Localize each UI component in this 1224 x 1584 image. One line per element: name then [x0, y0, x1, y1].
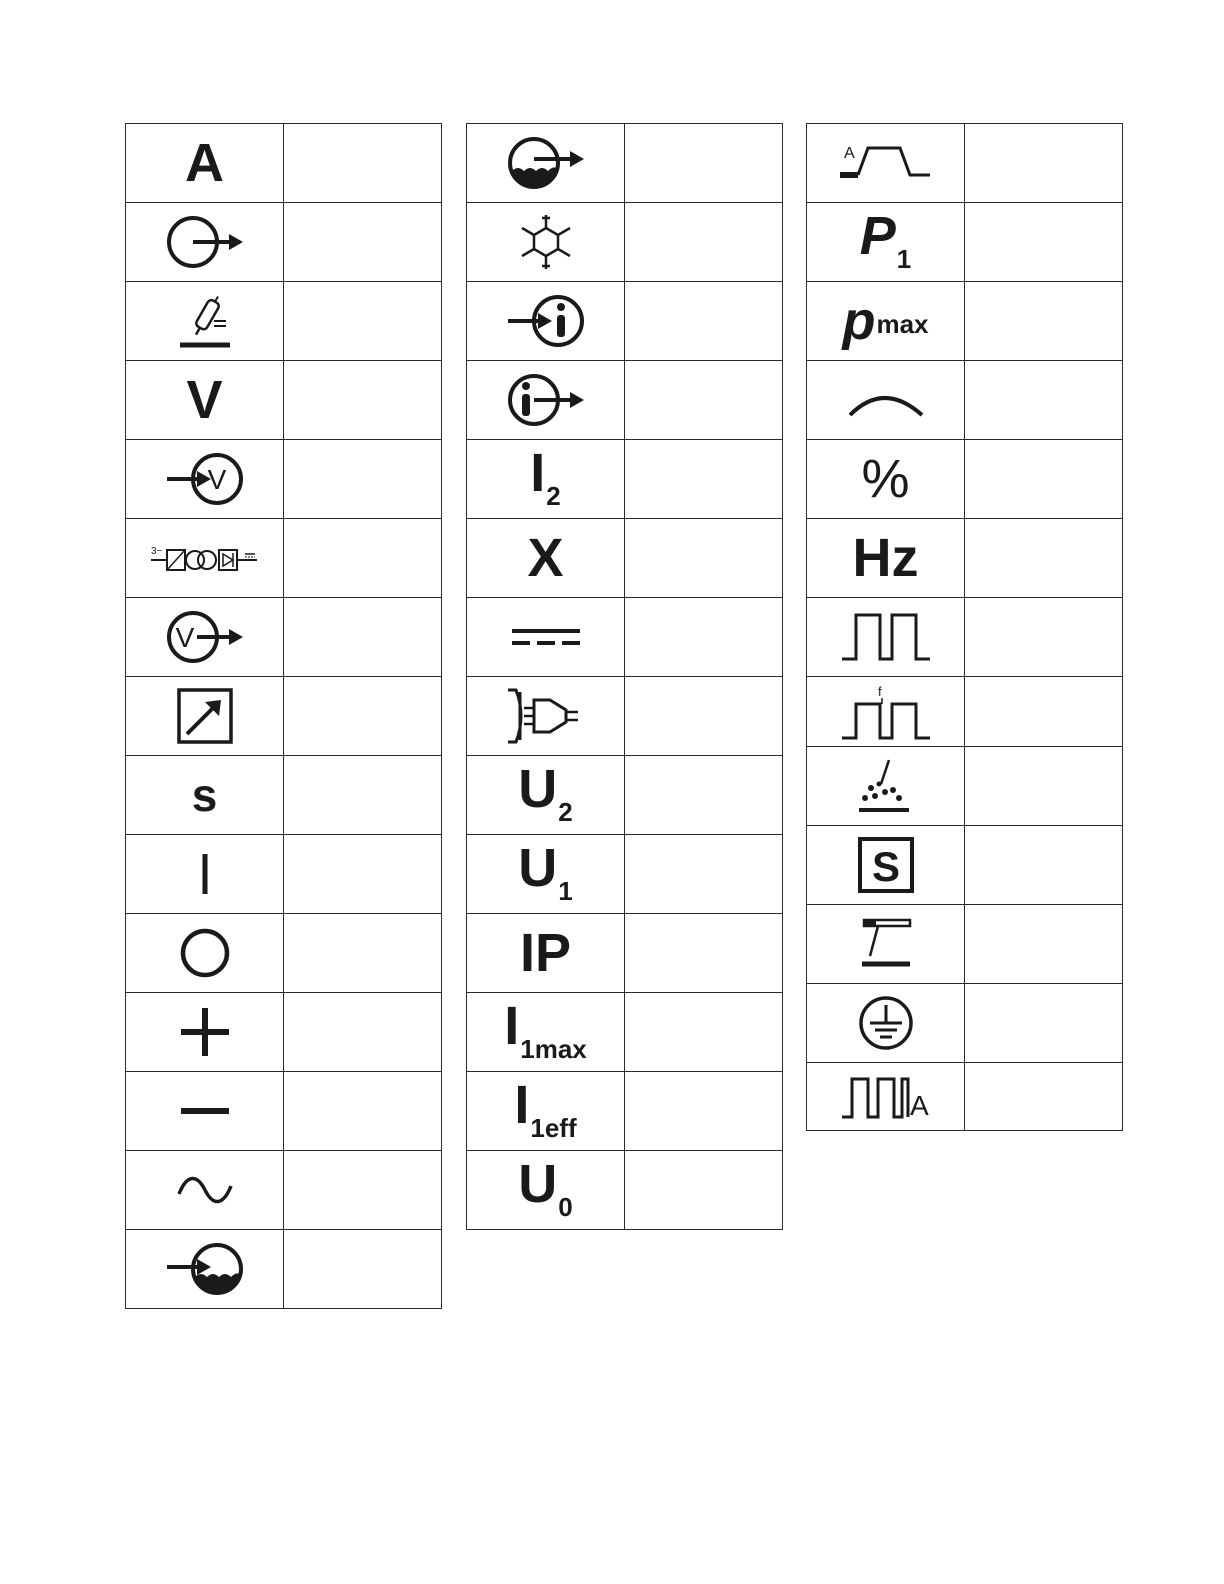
voltage-output-icon: [126, 598, 284, 677]
description-cell: [965, 519, 1123, 598]
description-cell: [625, 756, 783, 835]
coolant-output-icon: [467, 124, 625, 203]
gas-output-icon: [467, 361, 625, 440]
svg-text:V: V: [207, 464, 226, 495]
i2-symbol: I2: [467, 440, 625, 519]
u1-symbol: U1: [467, 835, 625, 914]
volt-symbol: V: [126, 361, 284, 440]
description-cell: [284, 993, 442, 1072]
description-cell: [625, 440, 783, 519]
output-arrow-icon: [126, 203, 284, 282]
description-cell: [625, 1151, 783, 1230]
description-cell: [965, 440, 1123, 519]
i1eff-symbol: I1eff: [467, 1072, 625, 1151]
description-cell: [284, 677, 442, 756]
symbol-table-2: [466, 123, 783, 1230]
ip-symbol: IP: [467, 914, 625, 993]
ramp-current-icon: [807, 124, 965, 203]
description-cell: [284, 282, 442, 361]
symbol-table-1: [125, 123, 442, 1309]
minus-icon: [126, 1072, 284, 1151]
u0-symbol: U0: [467, 1151, 625, 1230]
arc-force-icon: [807, 361, 965, 440]
pulse-frequency-icon: [807, 677, 965, 747]
description-cell: [965, 1063, 1123, 1131]
svg-text:S: S: [871, 843, 900, 890]
description-cell: [284, 598, 442, 677]
seconds-symbol: s: [126, 756, 284, 835]
description-cell: [965, 598, 1123, 677]
on-line-icon: [126, 835, 284, 914]
description-cell: [965, 282, 1123, 361]
description-cell: [284, 124, 442, 203]
stick-electrode-icon: [807, 905, 965, 984]
description-cell: [284, 1151, 442, 1230]
description-cell: [965, 203, 1123, 282]
hertz-symbol: Hz: [807, 519, 965, 598]
dc-icon: [467, 598, 625, 677]
protective-earth-icon: [807, 984, 965, 1063]
plug-icon: [467, 677, 625, 756]
spatter-icon: [807, 747, 965, 826]
svg-text:A: A: [909, 1089, 929, 1121]
gas-input-icon: [467, 282, 625, 361]
inverter-block-icon: [126, 519, 284, 598]
description-cell: [625, 993, 783, 1072]
description-cell: [965, 677, 1123, 747]
snowflake-icon: [467, 203, 625, 282]
i1max-symbol: I1max: [467, 993, 625, 1072]
description-cell: [965, 826, 1123, 905]
welding-torch-icon: [126, 282, 284, 361]
description-cell: [625, 1072, 783, 1151]
off-circle-icon: [126, 914, 284, 993]
duty-cycle-x-symbol: X: [467, 519, 625, 598]
description-cell: [965, 905, 1123, 984]
description-cell: [625, 598, 783, 677]
ampere-symbol: A: [126, 124, 284, 203]
description-cell: [625, 282, 783, 361]
description-cell: [965, 361, 1123, 440]
description-cell: [284, 835, 442, 914]
svg-text:A: A: [843, 145, 855, 162]
description-cell: [284, 914, 442, 993]
plus-icon: [126, 993, 284, 1072]
pmax-symbol: pmax: [807, 282, 965, 361]
description-cell: [625, 203, 783, 282]
description-cell: [284, 203, 442, 282]
description-cell: [284, 519, 442, 598]
symbol-table-3: [806, 123, 1123, 1131]
u2-symbol: U2: [467, 756, 625, 835]
description-cell: [625, 677, 783, 756]
description-cell: [965, 124, 1123, 203]
description-cell: [284, 1230, 442, 1309]
description-cell: [284, 1072, 442, 1151]
description-cell: [284, 756, 442, 835]
voltage-input-icon: [126, 440, 284, 519]
pulse-icon: [807, 598, 965, 677]
svg-text:f: f: [877, 683, 882, 699]
description-cell: [284, 440, 442, 519]
description-cell: [284, 361, 442, 440]
ac-sine-icon: [126, 1151, 284, 1230]
description-cell: [625, 124, 783, 203]
svg-text:V: V: [175, 622, 194, 653]
s-mark-icon: [807, 826, 965, 905]
remote-control-icon: [126, 677, 284, 756]
description-cell: [625, 361, 783, 440]
description-cell: [965, 984, 1123, 1063]
coolant-input-icon: [126, 1230, 284, 1309]
description-cell: [625, 914, 783, 993]
pulse-current-icon: [807, 1063, 965, 1131]
description-cell: [625, 519, 783, 598]
svg-text:3~: 3~: [150, 546, 162, 557]
description-cell: [965, 747, 1123, 826]
description-cell: [625, 835, 783, 914]
p1-symbol: P1: [807, 203, 965, 282]
percent-symbol: %: [807, 440, 965, 519]
